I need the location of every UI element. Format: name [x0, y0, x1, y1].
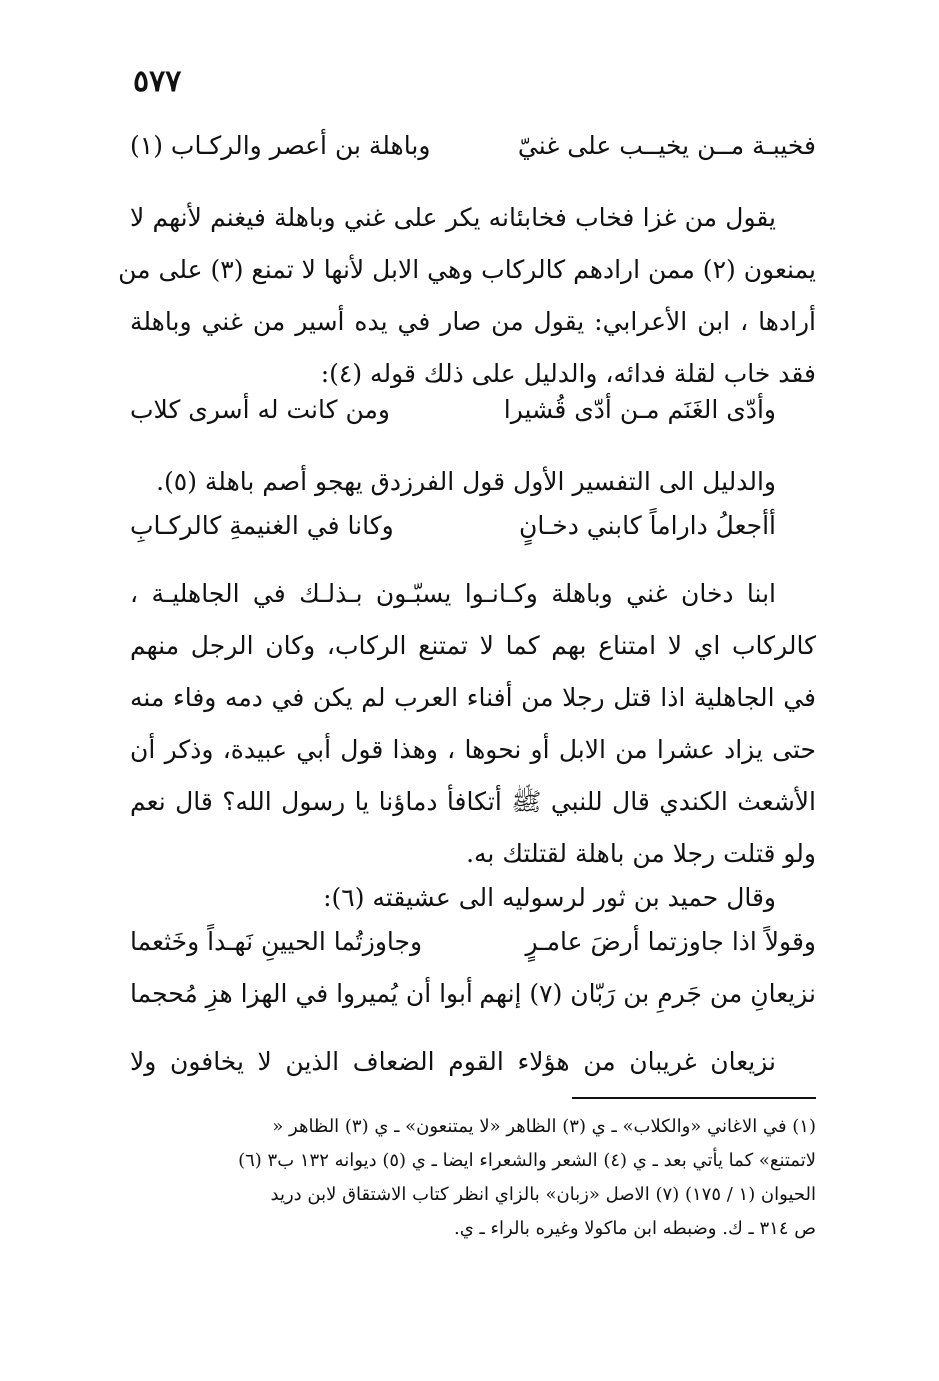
footnote-line: (١) في الاغاني «والكلاب» ـ ي (٣) الظاهر «لا يمتنعون» ـ ي (٣) الظاهر « [272, 1116, 816, 1137]
paragraph-2-line: والدليل الى التفسير الأول قول الفرزدق يهجو أصم باهلة (٥). [156, 467, 776, 496]
paragraph-3-line: في الجاهلية اذا قتل رجلا من أفناء العرب لم يكن في دمه وفاء منه [130, 683, 816, 712]
verse-1 [130, 120, 816, 172]
footnote-line: لاتمتنع» كما يأتي بعد ـ ي (٤) الشعر والشعراء ايضا ـ ي (٥) ديوانه ١٣٢ ب٣ (٦) [238, 1150, 816, 1171]
paragraph-3 [130, 568, 816, 880]
verse-2-right-hemistich: وأدّى الغَنَم مـن أدّى قُشيرا [503, 395, 776, 424]
footnote-separator [572, 1097, 816, 1099]
paragraph-1-line: يقول من غزا فخاب فخابئانه يكر على غني وباهلة فيغنم لأنهم لا [130, 203, 776, 232]
verse-2 [130, 384, 816, 436]
paragraph-4-line: وقال حميد بن ثور لرسوليه الى عشيقته (٦): [323, 883, 776, 912]
paragraph-3-line: ولو قتلت رجلا من باهلة لقتلتك به. [466, 839, 816, 868]
footnotes [130, 1110, 816, 1246]
footnote-line: الحيوان (١ / ١٧٥) (٧) الاصل «زبان» بالزاي انظر كتاب الاشتقاق لابن دريد [270, 1184, 816, 1205]
verse-3-left-hemistich: وكانا في الغنيمةِ كالركـابِ [130, 511, 394, 540]
verse-4 [130, 916, 816, 968]
paragraph-1-line: يمنعون (٢) ممن ارادهم كالركاب وهي الابل لأنها لا تمنع (٣) على من [118, 255, 816, 284]
paragraph-1-line: أرادها ، ابن الأعرابي: يقول من صار في يده أسير من غني وباهلة [130, 307, 816, 336]
verse-5 [130, 968, 816, 1020]
paragraph-5-line: نزيعان غريبان من هؤلاء القوم الضعاف الذين لا يخافون ولا [130, 1047, 776, 1076]
verse-4-right-hemistich: وقولاً اذا جاوزتما أرضَ عامـرٍ [525, 927, 816, 956]
footnote-line: ص ٣١٤ ـ ك. وضبطه ابن ماكولا وغيره بالراء ـ ي. [454, 1218, 816, 1239]
paragraph-3-line: حتى يزاد عشرا من الابل أو نحوها ، وهذا قول أبي عبيدة، وذكر أن [130, 735, 816, 764]
verse-3-right-hemistich: أأجعلُ داراماً كابني دخـانٍ [518, 511, 776, 540]
verse-1-left-hemistich: وباهلة بن أعصر والركـاب (١) [130, 131, 431, 160]
verse-5-right-hemistich: نزيعانِ من جَرمِ بن رَبّان (٧) إنهم [479, 979, 816, 1008]
page-number: ٥٧٧ [133, 64, 182, 99]
paragraph-3-line: كالركاب اي لا امتناع بهم كما لا تمتنع الركاب، وكان الرجل منهم [130, 631, 816, 660]
verse-3 [130, 500, 816, 552]
verse-2-left-hemistich: ومن كانت له أسرى كلاب [130, 395, 390, 424]
paragraph-3-line: ابنا دخان غني وباهلة وكـانـوا يسبّـون بـذلـك في الجاهليـة ، [130, 579, 776, 608]
paragraph-1-line: فقد خاب لقلة فدائه، والدليل على ذلك قوله (٤): [320, 359, 816, 388]
verse-1-right-hemistich: فخيبـة مــن يخيــب على غنيّ [517, 131, 816, 160]
verse-5-left-hemistich: أبوا أن يُميروا في الهزا هزِ مُحجما [130, 979, 473, 1008]
paragraph-1 [118, 192, 816, 400]
paragraph-5 [130, 1036, 816, 1088]
paragraph-3-line: الأشعث الكندي قال للنبي ﷺ أتكافأ دماؤنا يا رسول الله؟ قال نعم [130, 787, 816, 816]
verse-4-left-hemistich: وجاوزتُما الحيينِ نَهـداً وخَثعما [130, 927, 423, 956]
